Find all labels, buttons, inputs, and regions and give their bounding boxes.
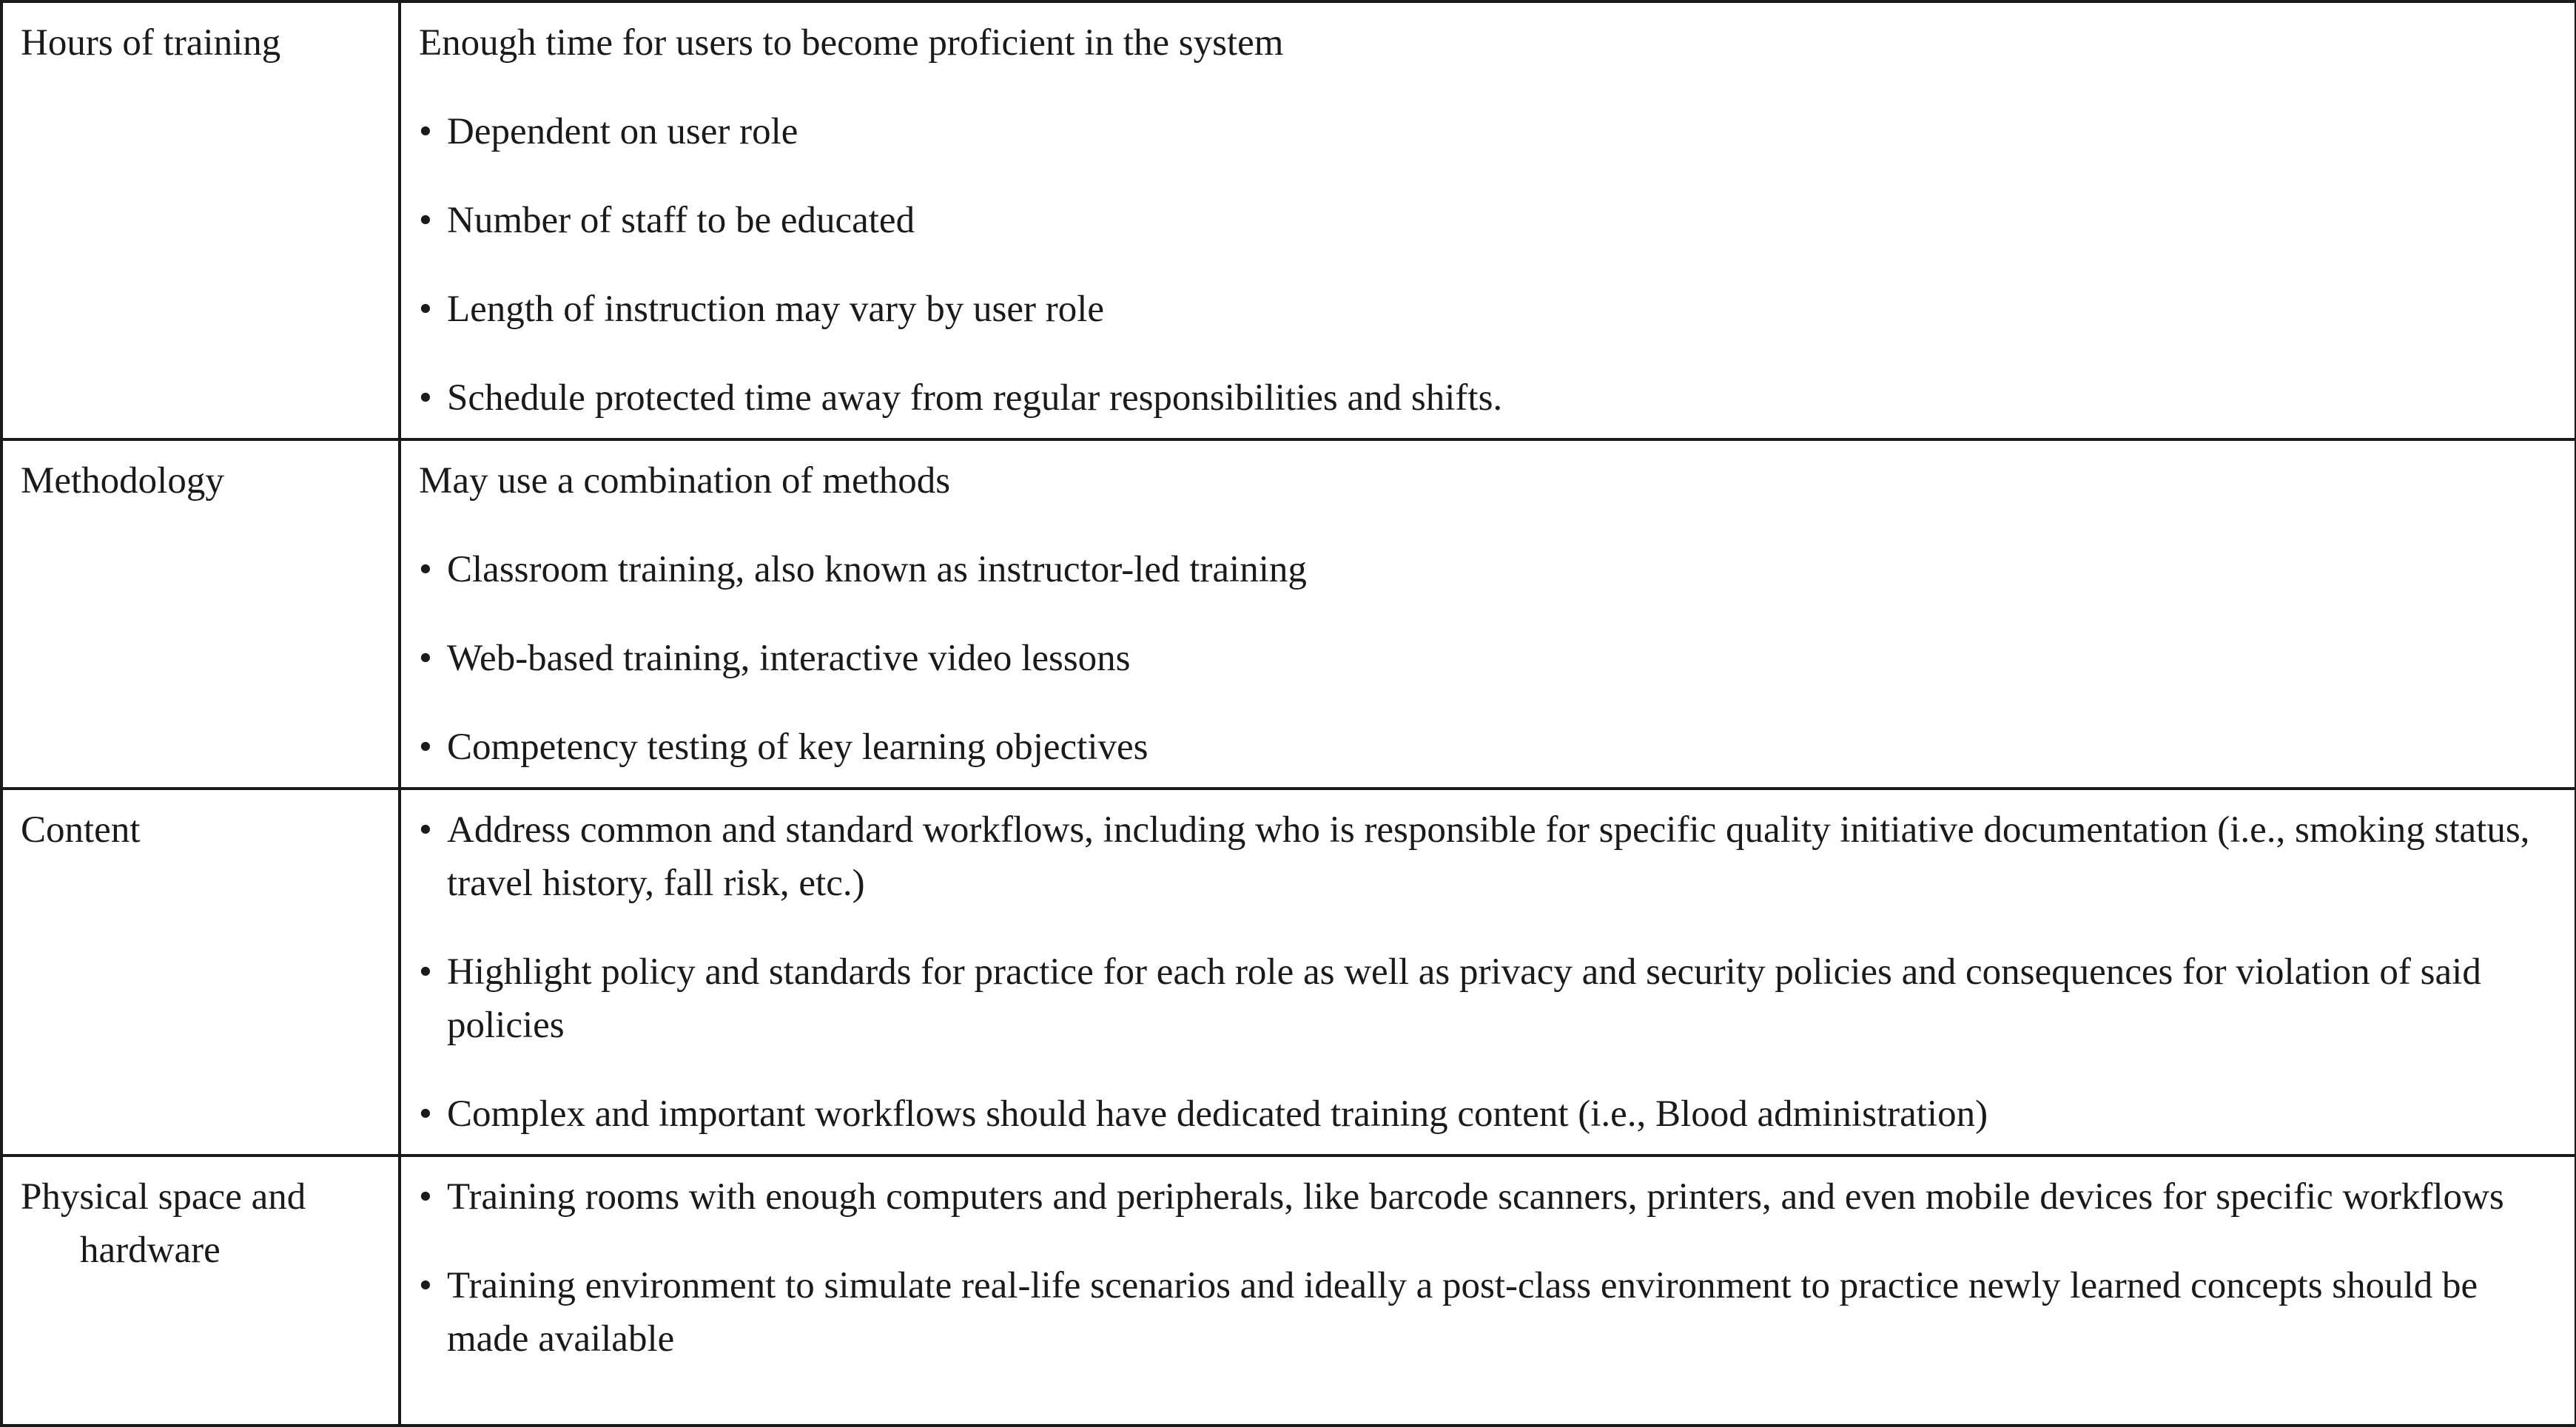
- bullet-text: Training rooms with enough computers and peripherals, like barcode scanners, printers, and even mobile devices for specific workflows: [447, 1176, 2504, 1218]
- list-item: [419, 1259, 2560, 1366]
- bullet-icon: •: [419, 200, 432, 241]
- bullet-icon: •: [419, 289, 432, 330]
- list-item: [419, 1087, 2560, 1141]
- row-intro: Enough time for users to become proficient in the system: [419, 22, 1284, 64]
- bullet-icon: •: [419, 638, 432, 679]
- bullet-icon: •: [419, 951, 432, 993]
- row-label-line: Physical space and: [21, 1176, 306, 1218]
- row-content-cell: [400, 789, 2576, 1156]
- row-label-line: Hours of training: [21, 22, 281, 64]
- bullet-text: Address common and standard workflows, including who is responsible for specific quality initiative documentation (i.e., smoking status, travel history, fall risk, etc.): [447, 809, 2530, 904]
- row-label: [21, 454, 383, 507]
- row-content-cell: [400, 1156, 2576, 1426]
- row-label-cell: [1, 439, 400, 789]
- list-item: [419, 721, 2560, 774]
- row-label: [21, 1170, 383, 1277]
- list-item: [419, 371, 2560, 425]
- bullet-list: [419, 1170, 2560, 1366]
- table-row: [1, 1156, 2576, 1426]
- list-item: [419, 194, 2560, 247]
- bullet-text: Length of instruction may vary by user role: [447, 289, 1105, 330]
- row-content-cell: [400, 439, 2576, 789]
- list-item: [419, 1170, 2560, 1224]
- bullet-text: Highlight policy and standards for practice for each role as well as privacy and security policies and consequences for violation of said policies: [447, 951, 2481, 1046]
- row-label-line: Methodology: [21, 460, 224, 502]
- list-item: [419, 803, 2560, 910]
- table-row: [1, 789, 2576, 1156]
- row-intro: May use a combination of methods: [419, 460, 951, 502]
- list-item: [419, 632, 2560, 685]
- bullet-text: Web-based training, interactive video lessons: [447, 638, 1131, 679]
- row-label-cell: [1, 789, 400, 1156]
- bullet-list: [419, 105, 2560, 425]
- row-label-cell: [1, 1, 400, 439]
- table-row: [1, 439, 2576, 789]
- bullet-list: [419, 543, 2560, 774]
- bullet-text: Complex and important workflows should have dedicated training content (i.e., Blood administration): [447, 1093, 1988, 1135]
- bullet-icon: •: [419, 1093, 432, 1135]
- row-label-cell: [1, 1156, 400, 1426]
- row-label: [21, 16, 383, 70]
- row-label-line: Content: [21, 809, 141, 851]
- list-item: [419, 543, 2560, 596]
- bullet-icon: •: [419, 111, 432, 152]
- row-content-cell: [400, 1, 2576, 439]
- table-row: [1, 1, 2576, 439]
- bullet-text: Dependent on user role: [447, 111, 798, 152]
- bullet-text: Competency testing of key learning objectives: [447, 726, 1149, 768]
- bullet-icon: •: [419, 549, 432, 590]
- list-item: [419, 105, 2560, 158]
- bullet-text: Classroom training, also known as instructor-led training: [447, 549, 1307, 590]
- bullet-text: Training environment to simulate real-life scenarios and ideally a post-class environment to practice newly learned concepts should be made available: [447, 1265, 2478, 1360]
- bullet-text: Number of staff to be educated: [447, 200, 915, 241]
- row-label-line: hardware: [80, 1229, 221, 1271]
- bullet-text: Schedule protected time away from regular responsibilities and shifts.: [447, 377, 1503, 419]
- row-label: [21, 803, 383, 857]
- bullet-icon: •: [419, 1265, 432, 1306]
- bullet-icon: •: [419, 1176, 432, 1218]
- bullet-icon: •: [419, 809, 432, 851]
- list-item: [419, 945, 2560, 1052]
- bullet-list: [419, 803, 2560, 1141]
- bullet-icon: •: [419, 377, 432, 419]
- bullet-icon: •: [419, 726, 432, 768]
- list-item: [419, 283, 2560, 336]
